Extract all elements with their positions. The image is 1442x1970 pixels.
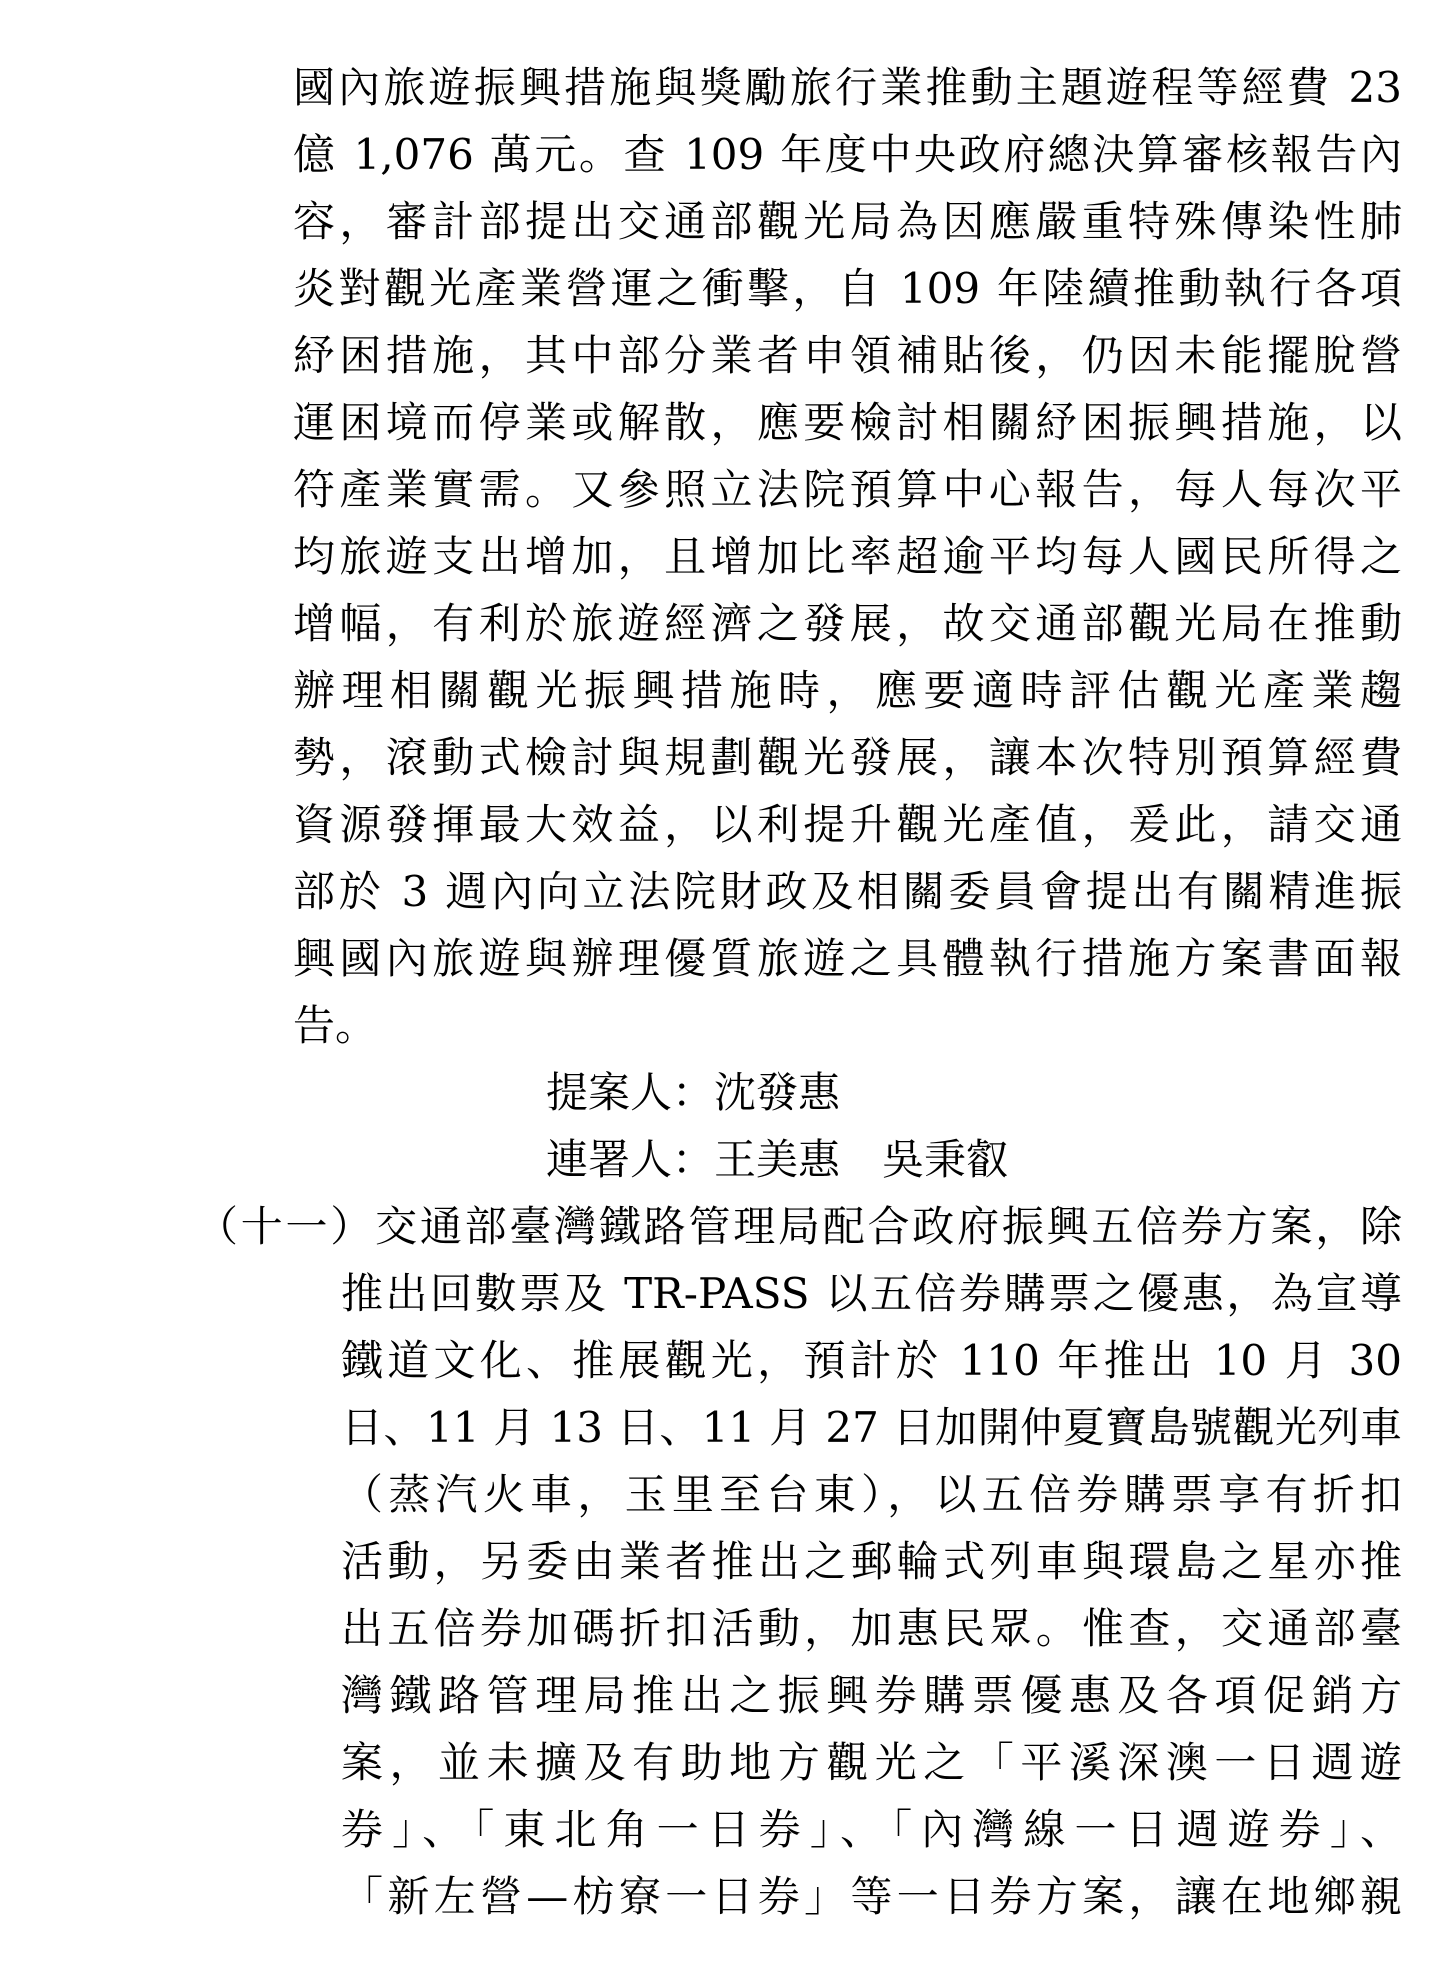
paragraph-line: 符產業實需。又參照立法院預算中心報告，每人每次平 <box>293 465 1402 514</box>
paragraph-line: 紓困措施，其中部分業者申領補貼後，仍因未能擺脫營 <box>293 331 1402 380</box>
paragraph-line: 均旅遊支出增加，且增加比率超逾平均每人國民所得之 <box>293 532 1402 581</box>
item-line: 活動，另委由業者推出之郵輪式列車與環島之星亦推 <box>341 1537 1402 1586</box>
paragraph-line: 告。 <box>293 1001 378 1050</box>
paragraph-line: 勢，滾動式檢討與規劃觀光發展，讓本次特別預算經費 <box>293 733 1402 782</box>
paragraph-continuation <box>0 54 1442 1059</box>
item-first-line <box>196 1193 1402 1260</box>
item-line: 案，並未擴及有助地方觀光之「平溪深澳一日週遊 <box>341 1738 1402 1787</box>
item-11 <box>0 1193 1442 1930</box>
item-number: （十一） <box>196 1202 376 1251</box>
cosigners-line: 連署人：王美惠 吳秉叡 <box>546 1135 1009 1184</box>
item-line: 鐵道文化、推展觀光，預計於 110 年推出 10 月 30 <box>341 1336 1402 1385</box>
signature-block <box>0 1059 1442 1193</box>
paragraph-line: 興國內旅遊與辦理優質旅遊之具體執行措施方案書面報 <box>293 934 1402 983</box>
paragraph-line: 炎對觀光產業營運之衝擊，自 109 年陸續推動執行各項 <box>293 264 1402 313</box>
paragraph-line: 運困境而停業或解散，應要檢討相關紓困振興措施，以 <box>293 398 1402 447</box>
item-line: 灣鐵路管理局推出之振興券購票優惠及各項促銷方 <box>341 1671 1402 1720</box>
paragraph-line: 國內旅遊振興措施與獎勵旅行業推動主題遊程等經費 23 <box>293 63 1402 112</box>
item-line: 日、11 月 13 日、11 月 27 日加開仲夏寶島號觀光列車 <box>341 1403 1402 1452</box>
paragraph-line: 億 1,076 萬元。查 109 年度中央政府總決算審核報告內 <box>293 130 1402 179</box>
paragraph-line: 辦理相關觀光振興措施時，應要適時評估觀光產業趨 <box>293 666 1402 715</box>
item-line: 「新左營—枋寮一日券」等一日券方案，讓在地鄉親 <box>341 1872 1402 1921</box>
paragraph-line: 資源發揮最大效益，以利提升觀光產值，爰此，請交通 <box>293 800 1402 849</box>
item-line-text: 交通部臺灣鐵路管理局配合政府振興五倍券方案，除 <box>375 1202 1402 1251</box>
paragraph-line: 增幅，有利於旅遊經濟之發展，故交通部觀光局在推動 <box>293 599 1402 648</box>
item-line: 推出回數票及 TR-PASS 以五倍券購票之優惠，為宣導 <box>341 1269 1402 1318</box>
proposer-line: 提案人：沈發惠 <box>546 1068 841 1117</box>
paragraph-line: 容，審計部提出交通部觀光局為因應嚴重特殊傳染性肺 <box>293 197 1402 246</box>
paragraph-line: 部於 3 週內向立法院財政及相關委員會提出有關精進振 <box>293 867 1402 916</box>
item-line: 出五倍券加碼折扣活動，加惠民眾。惟查，交通部臺 <box>341 1604 1402 1653</box>
item-line: 券」、「東北角一日券」、「內灣線一日週遊券」、 <box>341 1805 1402 1854</box>
item-line: （蒸汽火車，玉里至台東），以五倍券購票享有折扣 <box>341 1470 1402 1519</box>
